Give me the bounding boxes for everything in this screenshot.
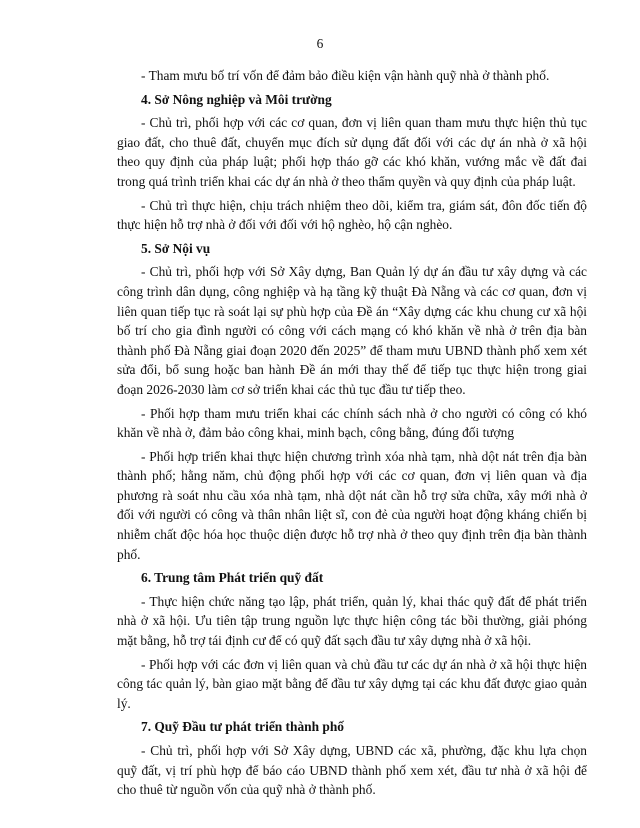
paragraph: - Phối hợp với các đơn vị liên quan và chủ đầu tư các dự án nhà ở xã hội thực hiện công tác quản lý, bàn giao mặt bằng để đầu tư xây dựng tại các khu đất được giao quản lý.	[117, 656, 587, 711]
paragraph: - Chủ trì, phối hợp với các cơ quan, đơn vị liên quan tham mưu thực hiện thủ tục giao đất, cho thuê đất, chuyển mục đích sử dụng đất đối với các dự án nhà ở xã hội theo quy định của pháp luật; phối hợp tháo gỡ các khó khăn, vướng mắc về đất đai trong quá trình triển khai các dự án nhà ở theo thẩm quyền và quy định của pháp luật.	[117, 115, 587, 189]
paragraph: - Phối hợp tham mưu triển khai các chính sách nhà ở cho người có công có khó khăn về nhà ở, đảm bảo công khai, minh bạch, công bằng, đúng đối tượng	[117, 405, 587, 441]
page-number: 6	[316, 36, 324, 51]
paragraph: - Tham mưu bố trí vốn để đảm bảo điều kiện vận hành quỹ nhà ở thành phố.	[141, 68, 550, 83]
paragraph: - Phối hợp triển khai thực hiện chương trình xóa nhà tạm, nhà dột nát trên địa bàn thành phố; hằng năm, chủ động phối hợp với các cơ quan, đơn vị liên quan và địa phương rà soát nhu cầu xóa nhà tạm, nhà dột nát cần hỗ trợ sửa chữa, xây mới nhà ở đối với người có công và thân nhân liệt sĩ, con đẻ của người hoạt động kháng chiến bị nhiễm chất độc hóa học thuộc diện được hỗ trợ nhà ở theo quy định trên địa bàn thành phố.	[117, 448, 587, 562]
section-heading-so-noi-vu: 5. Sở Nội vụ	[141, 240, 211, 256]
paragraph: - Chủ trì thực hiện, chịu trách nhiệm theo dõi, kiểm tra, giám sát, đôn đốc tiến độ thực hiện hỗ trợ nhà ở đối với đối với hộ nghèo, hộ cận nghèo.	[117, 197, 587, 233]
document-body	[117, 66, 587, 804]
section-heading-trung-tam-quy-dat: 6. Trung tâm Phát triển quỹ đất	[141, 570, 324, 586]
paragraph: - Chủ trì, phối hợp với Sở Xây dựng, UBND các xã, phường, đặc khu lựa chọn quỹ đất, vị trí phù hợp để báo cáo UBND thành phố xem xét, đầu tư nhà ở xã hội để cho thuê từ nguồn vốn của quỹ nhà ở thành phố.	[117, 743, 587, 798]
paragraph: - Thực hiện chức năng tạo lập, phát triển, quản lý, khai thác quỹ đất để phát triển nhà ở xã hội. Ưu tiên tập trung nguồn lực thực hiện công tác bồi thường, giải phóng mặt bằng, hỗ trợ tái định cư để có quỹ đất sạch đầu tư xây dựng nhà ở xã hội.	[117, 593, 587, 649]
section-heading-quy-dau-tu: 7. Quỹ Đầu tư phát triển thành phố	[141, 719, 344, 735]
paragraph: - Chủ trì, phối hợp với Sở Xây dựng, Ban Quản lý dự án đầu tư xây dựng và các công trình dân dụng, công nghiệp và hạ tầng kỹ thuật Đà Nẵng và các cơ quan, đơn vị liên quan tiếp tục rà soát lại sự phù hợp của Đề án “Xây dựng các khu chung cư xã hội bố trí cho gia đình người có công với cách mạng có khó khăn về nhà ở trên địa bàn thành phố Đà Nẵng giai đoạn 2020 đến 2025” để tham mưu UBND thành phố xem xét sửa đổi, bổ sung hoặc ban hành Đề án mới thay thế để tiếp tục thực hiện trong giai đoạn 2026-2030 làm cơ sở triển khai các thủ tục đầu tư tiếp theo.	[117, 264, 587, 397]
section-heading-so-nong-nghiep: 4. Sở Nông nghiệp và Môi trường	[141, 91, 332, 107]
